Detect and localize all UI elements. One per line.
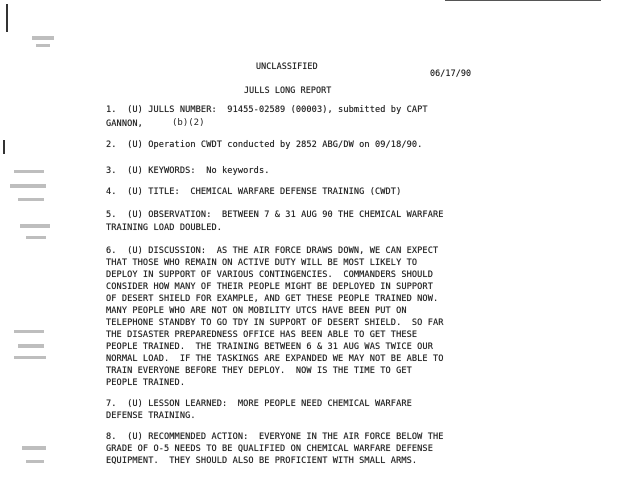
para-5-line-2: TRAINING LOAD DOUBLED. [106, 223, 223, 233]
para-7-line-1: 7. (U) LESSON LEARNED: MORE PEOPLE NEED CHEMICAL WARFARE [106, 399, 412, 409]
scan-speck [14, 356, 46, 359]
para-6-line-5: OF DESERT SHIELD FOR EXAMPLE, AND GET THESE PEOPLE TRAINED NOW. [106, 294, 439, 304]
para-8-line-3: EQUIPMENT. THEY SHOULD ALSO BE PROFICIENT WITH SMALL ARMS. [106, 456, 418, 466]
scan-mark-left [3, 140, 5, 154]
scan-speck [18, 344, 44, 348]
scan-speck [18, 198, 44, 201]
para-6-line-7: TELEPHONE STANDBY TO GO TDY IN SUPPORT OF DESERT SHIELD. SO FAR [106, 318, 444, 328]
classification-marking: UNCLASSIFIED [256, 61, 318, 71]
para-1-line-2: GANNON, [106, 119, 143, 129]
para-4-line-1: 4. (U) TITLE: CHEMICAL WARFARE DEFENSE TRAINING (CWDT) [106, 187, 402, 197]
scan-speck [14, 330, 44, 333]
para-6-line-4: CONSIDER HOW MANY OF THEIR PEOPLE MIGHT BE DEPLOYED IN SUPPORT [106, 282, 433, 292]
para-6-line-3: DEPLOY IN SUPPORT OF VARIOUS CONTINGENCIES. COMMANDERS SHOULD [106, 270, 433, 280]
para-6-line-9: PEOPLE TRAINED. THE TRAINING BETWEEN 6 & 31 AUG WAS TWICE OUR [106, 342, 433, 352]
para-6-line-11: TRAIN EVERYONE BEFORE THEY DEPLOY. NOW IS THE TIME TO GET [106, 366, 412, 376]
report-date: 06/17/90 [430, 68, 472, 78]
para-3-line-1: 3. (U) KEYWORDS: No keywords. [106, 166, 270, 176]
para-6-line-10: NORMAL LOAD. IF THE TASKINGS ARE EXPANDED WE MAY NOT BE ABLE TO [106, 354, 444, 364]
scan-speck [14, 170, 44, 173]
scan-mark-top-left [6, 4, 8, 32]
scan-speck [26, 460, 44, 463]
para-6-line-2: THAT THOSE WHO REMAIN ON ACTIVE DUTY WILL BE MOST LIKELY TO [106, 258, 418, 268]
para-2-line-1: 2. (U) Operation CWDT conducted by 2852 ABG/DW on 09/18/90. [106, 140, 423, 150]
scan-speck [20, 224, 50, 228]
scan-speck [10, 184, 46, 188]
redaction-code: (b)(2) [172, 118, 205, 128]
para-6-line-1: 6. (U) DISCUSSION: AS THE AIR FORCE DRAWS DOWN, WE CAN EXPECT [106, 246, 439, 256]
para-5-line-1: 5. (U) OBSERVATION: BETWEEN 7 & 31 AUG 90 THE CHEMICAL WARFARE [106, 210, 444, 220]
report-title: JULLS LONG REPORT [244, 85, 332, 95]
para-8-line-1: 8. (U) RECOMMENDED ACTION: EVERYONE IN THE AIR FORCE BELOW THE [106, 432, 444, 442]
para-8-line-2: GRADE OF O-5 NEEDS TO BE QUALIFIED ON CHEMICAL WARFARE DEFENSE [106, 444, 433, 454]
para-1-line-1: 1. (U) JULLS NUMBER: 91455-02589 (00003), submitted by CAPT [106, 105, 428, 115]
top-rule [445, 0, 601, 1]
scan-speck [32, 36, 54, 40]
para-6-line-6: MANY PEOPLE WHO ARE NOT ON MOBILITY UTCS HAVE BEEN PUT ON [106, 306, 407, 316]
para-6-line-12: PEOPLE TRAINED. [106, 378, 186, 388]
para-6-line-8: THE DISASTER PREPAREDNESS OFFICE HAS BEEN ABLE TO GET THESE [106, 330, 418, 340]
scan-speck [36, 44, 50, 47]
para-7-line-2: DEFENSE TRAINING. [106, 411, 196, 421]
scan-speck [26, 236, 46, 239]
scan-speck [22, 446, 46, 450]
